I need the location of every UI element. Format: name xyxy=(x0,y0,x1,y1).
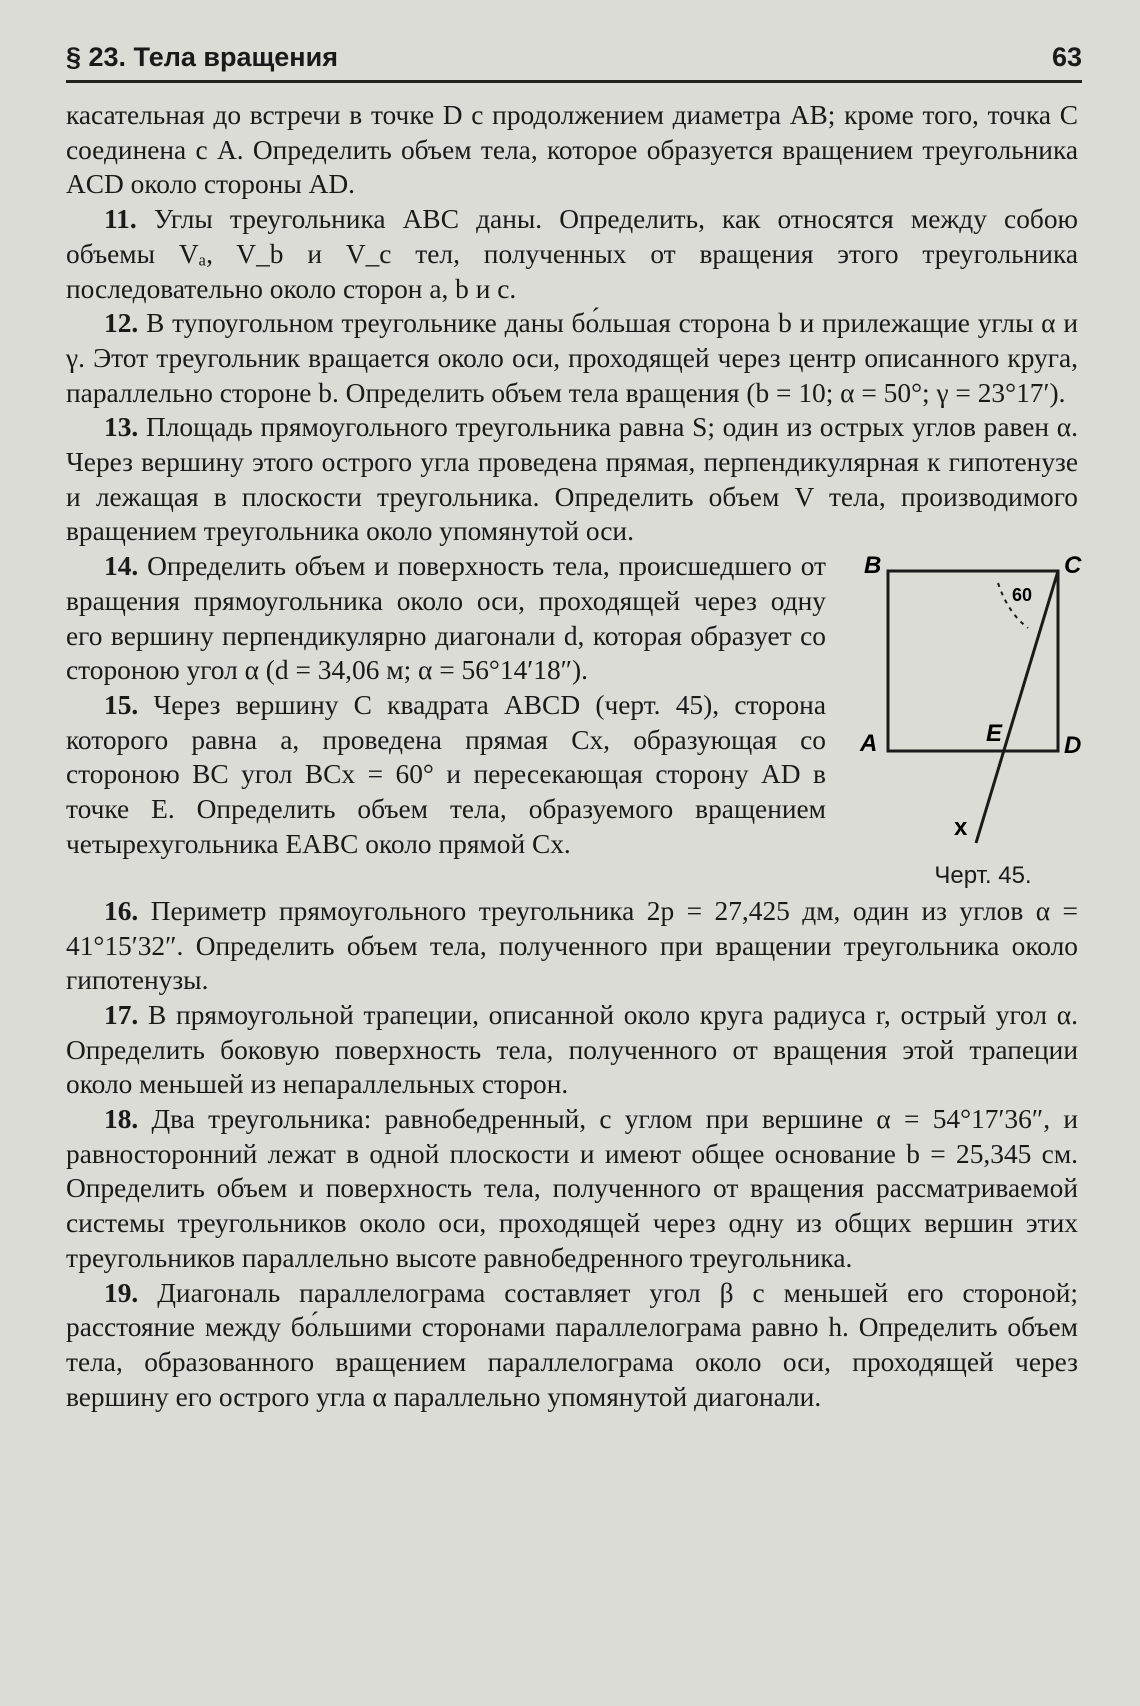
problem-number: 16. xyxy=(104,895,139,926)
problem-12 xyxy=(66,306,1078,410)
paragraph-continued xyxy=(66,98,1078,202)
problem-number: 12. xyxy=(104,308,139,339)
problem-text: Углы треугольника ABC даны. Определить, как относятся между собою объемы Vₐ, V_b и V_c тел, полученных от вращения этого треугольника последовательно около сторон a, b и c. xyxy=(66,204,1078,304)
square-diagram xyxy=(848,552,1082,853)
problem-11 xyxy=(66,202,1078,306)
figure-caption: Черт. 45. xyxy=(934,862,1032,890)
wrapped-column xyxy=(66,549,826,861)
problem-16 xyxy=(66,894,1078,998)
problem-number: 19. xyxy=(104,1277,139,1308)
problem-number: 13. xyxy=(104,412,139,443)
problem-17 xyxy=(66,998,1078,1102)
problem-text: Два треугольника: равнобедренный, с углом при вершине α = 54°17′36″, и равносторонний лежат в одной плоскости и имеют общее основание b = 25,345 см. Определить объем и поверхность тела, полученного от вращения рассматриваемой системы треугольников около оси, проходящей через одну из общих вершин этих треугольников параллельно высоте равнобедренного треугольника. xyxy=(66,1104,1078,1273)
label-b: B xyxy=(864,552,882,580)
problem-text: Через вершину C квадрата ABCD (черт. 45), сторона которого равна a, проведена прямая Cx, образующая со стороною BC угол BCx = 60° и пересекающая сторону AD в точке E. Определить объем тела, образуемого вращением четырехугольника EABC около прямой Cx. xyxy=(66,689,826,859)
problem-text: В тупоугольном треугольнике даны бо́льшая сторона b и прилежащие углы α и γ. Этот треугольник вращается около оси, проходящей через центр описанного круга, параллельно стороне b. Определить объем тела вращения (b = 10; α = 50°; γ = 23°17′). xyxy=(66,308,1078,408)
square-abcd xyxy=(888,571,1058,751)
problem-text: Периметр прямоугольного треугольника 2p = 27,425 дм, один из углов α = 41°15′32″. Определить объем тела, полученного при вращении треугольника около гипотенузы. xyxy=(66,895,1078,996)
figure-45 xyxy=(848,552,1082,894)
label-x: x xyxy=(954,814,968,842)
label-e: E xyxy=(986,720,1003,748)
line-cx xyxy=(976,571,1058,843)
figure-wrap-block xyxy=(66,549,1082,894)
label-c: C xyxy=(1064,552,1082,580)
problem-14 xyxy=(66,549,826,688)
label-angle-60: 60 xyxy=(1012,585,1033,606)
problem-13 xyxy=(66,410,1078,549)
running-header xyxy=(66,40,1082,83)
paragraph-text: касательная до встречи в точке D с продолжением диаметра AB; кроме того, точка C соединена с A. Определить объем тела, которое образуется вращением треугольника ACD около стороны AD. xyxy=(66,100,1078,200)
problem-number: 18. xyxy=(104,1104,139,1135)
page-number: 63 xyxy=(1051,42,1082,72)
problem-text: В прямоугольной трапеции, описанной около круга радиуса r, острый угол α. Определить боковую поверхность тела, полученного от вращения этой трапеции около меньшей из непараллельных сторон. xyxy=(66,999,1078,1100)
problem-number: 14. xyxy=(104,551,139,582)
problem-number: 15. xyxy=(104,689,139,720)
label-d: D xyxy=(1064,732,1082,760)
problem-15 xyxy=(66,688,826,862)
problem-number: 17. xyxy=(104,999,139,1030)
section-title: § 23. Тела вращения xyxy=(66,42,338,72)
problem-19 xyxy=(66,1276,1078,1415)
problem-number: 11. xyxy=(104,204,137,235)
label-a: A xyxy=(860,730,878,758)
problem-text: Диагональ параллелограма составляет угол β с меньшей его стороной; расстояние между бо́льшими сторонами параллелограма равно h. Определить объем тела, образованного вращением параллелограма около оси, проходящей через вершину его острого угла α параллельно упомянутой диагонали. xyxy=(66,1277,1078,1412)
problem-text: Площадь прямоугольного треугольника равна S; один из острых углов равен α. Через вершину этого острого угла проведена прямая, перпендикулярная к гипотенузе и лежащая в плоскости треугольника. Определить объем V тела, производимого вращением треугольника около упомянутой оси. xyxy=(66,412,1078,547)
problem-18 xyxy=(66,1102,1078,1276)
body-text xyxy=(66,98,1082,1414)
problem-text: Определить объем и поверхность тела, происшедшего от вращения прямоугольника около оси, проходящей через одну его вершину перпендикулярно диагонали d, которая образует со стороною угол α (d = 34,06 м; α = 56°14′18″). xyxy=(66,551,826,686)
